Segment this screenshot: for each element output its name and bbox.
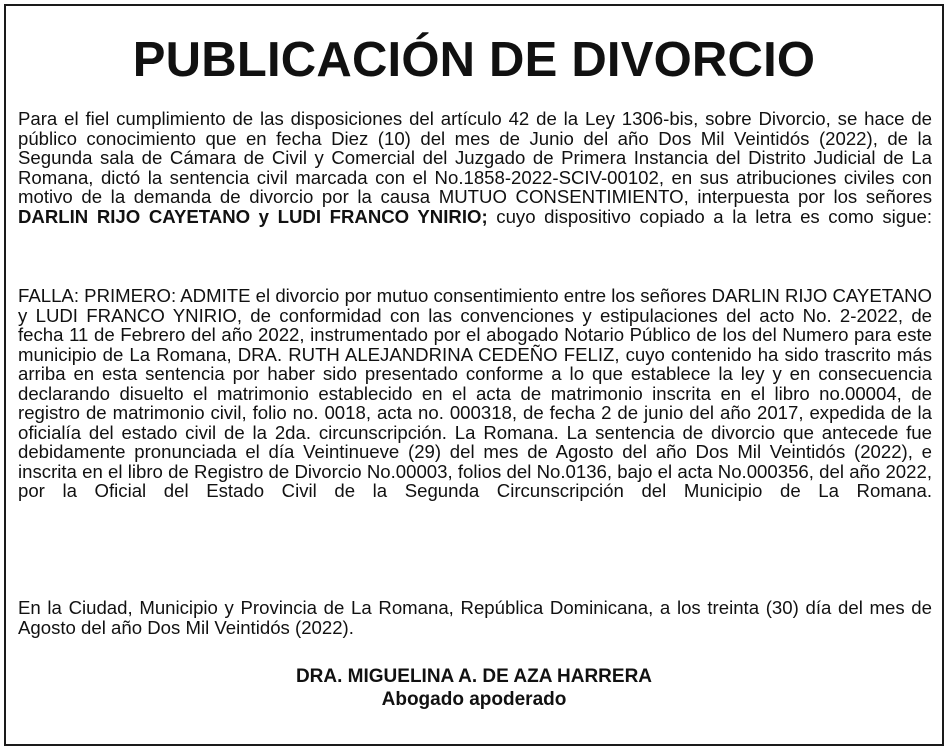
intro-paragraph xyxy=(18,109,932,226)
signature-name: DRA. MIGUELINA A. DE AZA HARRERA xyxy=(295,666,653,687)
intro-closing-text: cuyo dispositivo copiado a la letra es como sigue: xyxy=(496,205,932,227)
ruling-paragraph: FALLA: PRIMERO: ADMITE el divorcio por mutuo consentimiento entre los señores DARLIN RIJO CAYETANO y LUDI FRANCO YNIRIO, de conformidad con las convenciones y estipulaciones del acto No. 2-2022, de fecha 11 de Febrero del año 2022, instrumentado por el abogado Notario Público de los del Numero para este municipio de La Romana, DRA. RUTH ALEJANDRINA CEDEÑO FELIZ, cuyo contenido ha sido trascrito más arriba en esta sentencia por haber sido presentado conforme a lo que establece la ley y en consecuencia declarando disuelto el matrimonio establecido en el acta de matrimonio inscrita en el libro no.00004, de registro de matrimonio civil, folio no. 0018, acta no. 000318, de fecha 2 de junio del año 2017, expedida de la oficialía del estado civil de la 2da. circunscripción. La Romana. La sentencia de divorcio que antecede fue debidamente pronunciada el día Veintinueve (29) del mes de Agosto del año Dos Mil Veintidós (2022), e inscrita en el libro de Registro de Divorcio No.00003, folios del No.0136, bajo el acta No.000356, del año 2022, por la Oficial del Estado Civil de la Segunda Circunscripción del Municipio de La Romana. xyxy=(18,285,932,501)
parties-names: DARLIN RIJO CAYETANO y LUDI FRANCO YNIRIO; xyxy=(18,205,488,227)
notice-title: PUBLICACIÓN DE DIVORCIO xyxy=(132,33,816,87)
closing-paragraph: En la Ciudad, Municipio y Provincia de La Romana, República Dominicana, a los treinta (30) día del mes de Agosto del año Dos Mil Veintidós (2022). xyxy=(18,597,932,638)
signature-role: Abogado apoderado xyxy=(381,689,567,710)
intro-text: Para el fiel cumplimiento de las disposiciones del artículo 42 de la Ley 1306-bis, sobre Divorcio, se hace de público conocimiento que en fecha Diez (10) del mes de Junio del año Dos Mil Veintidós (2022), de la Segunda sala de Cámara de Civil y Comercial del Juzgado de Primera Instancia del Distrito Judicial de La Romana, dictó la sentencia civil marcada con el No.1858-2022-SCIV-00102, en sus atribuciones civiles con motivo de la demanda de divorcio por la causa MUTUO CONSENTIMIENTO, interpuesta por los señores xyxy=(18,108,932,207)
